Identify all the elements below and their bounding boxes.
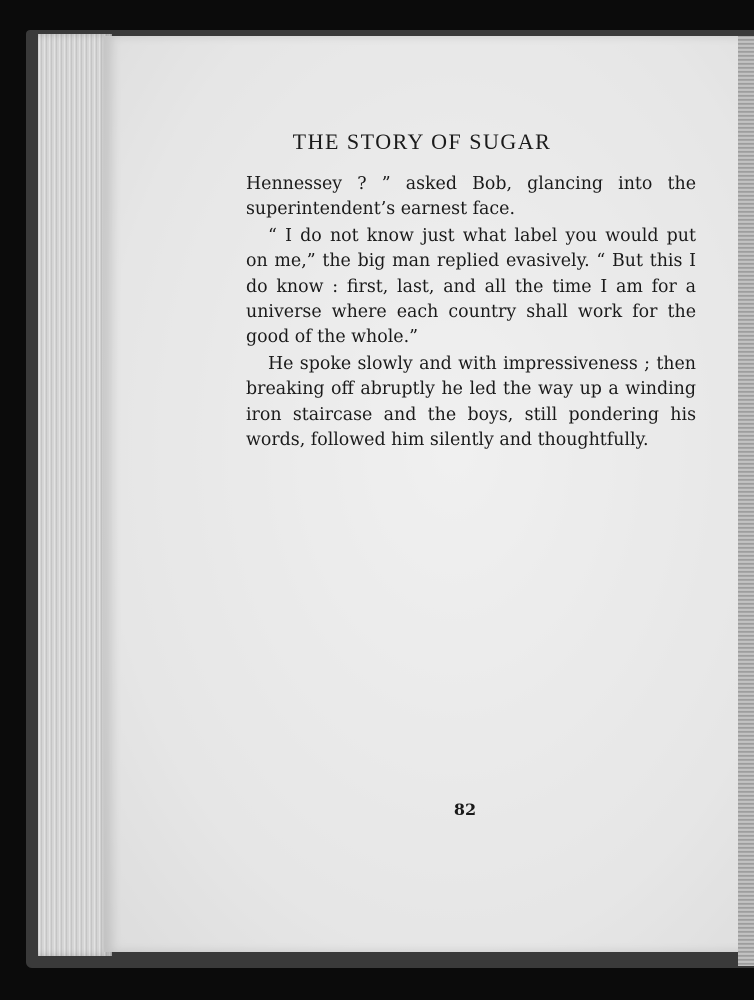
running-head: THE STORY OF SUGAR — [292, 129, 552, 154]
page-number: 82 — [453, 800, 477, 819]
paragraph-3: He spoke slowly and with impressiveness ; then breaking off abruptly he led the way up a winding iron staircase and the boys, still pondering his words, followed him silently and thoughtfully. — [246, 353, 696, 451]
paragraph-1: Hennessey ? ” asked Bob, glancing into the superintendent’s earnest face. — [246, 174, 696, 220]
paragraph-2: “ I do not know just what label you would put on me,” the big man replied evasively. “ But this I do know : first, last, and all the time I am for a universe where each country shall work for the good of the whole.” — [246, 225, 696, 348]
facing-page-edge — [738, 36, 754, 966]
page-body — [246, 172, 696, 453]
page-edges — [38, 34, 112, 956]
